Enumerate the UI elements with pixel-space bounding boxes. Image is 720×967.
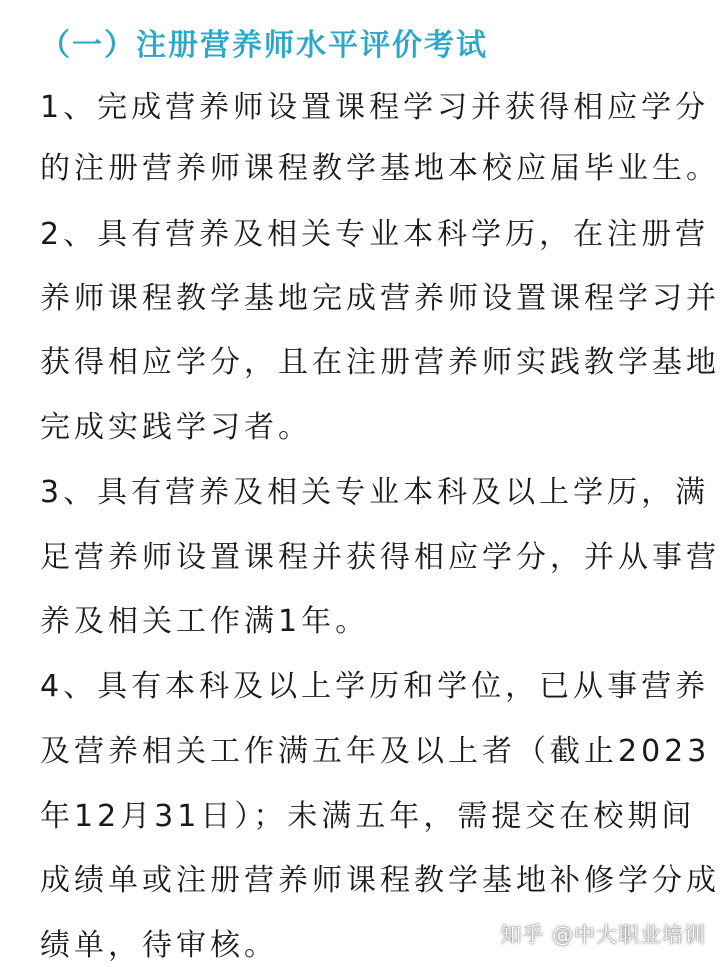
- body-line: 及营养相关工作满五年及以上者（截止2023: [40, 734, 711, 769]
- body-line: 养师课程教学基地完成营养师设置课程学习并: [40, 281, 720, 316]
- body-line: 1、完成营养师设置课程学习并获得相应学分: [40, 90, 710, 125]
- body-line: 获得相应学分，且在注册营养师实践教学基地: [40, 345, 720, 380]
- body-line: 养及相关工作满1年。: [40, 604, 370, 639]
- body-line: 2、具有营养及相关专业本科学历，在注册营: [40, 217, 710, 252]
- body-line: 4、具有本科及以上学历和学位，已从事营养: [40, 669, 710, 704]
- body-line: 的注册营养师课程教学基地本校应届毕业生。: [40, 151, 720, 186]
- section-title: （一）注册营养师水平评价考试: [40, 28, 488, 63]
- body-line: 成绩单或注册营养师课程教学基地补修学分成: [40, 863, 720, 898]
- body-line: 3、具有营养及相关专业本科及以上学历，满: [40, 475, 710, 510]
- body-line: 年12月31日）；未满五年，需提交在校期间: [40, 799, 696, 834]
- body-line: 足营养师设置课程并获得相应学分，并从事营: [40, 540, 720, 575]
- body-line: 完成实践学习者。: [40, 410, 312, 445]
- body-line: 绩单，待审核。: [40, 928, 278, 963]
- source-watermark: 知乎 @中大职业培训: [500, 923, 706, 947]
